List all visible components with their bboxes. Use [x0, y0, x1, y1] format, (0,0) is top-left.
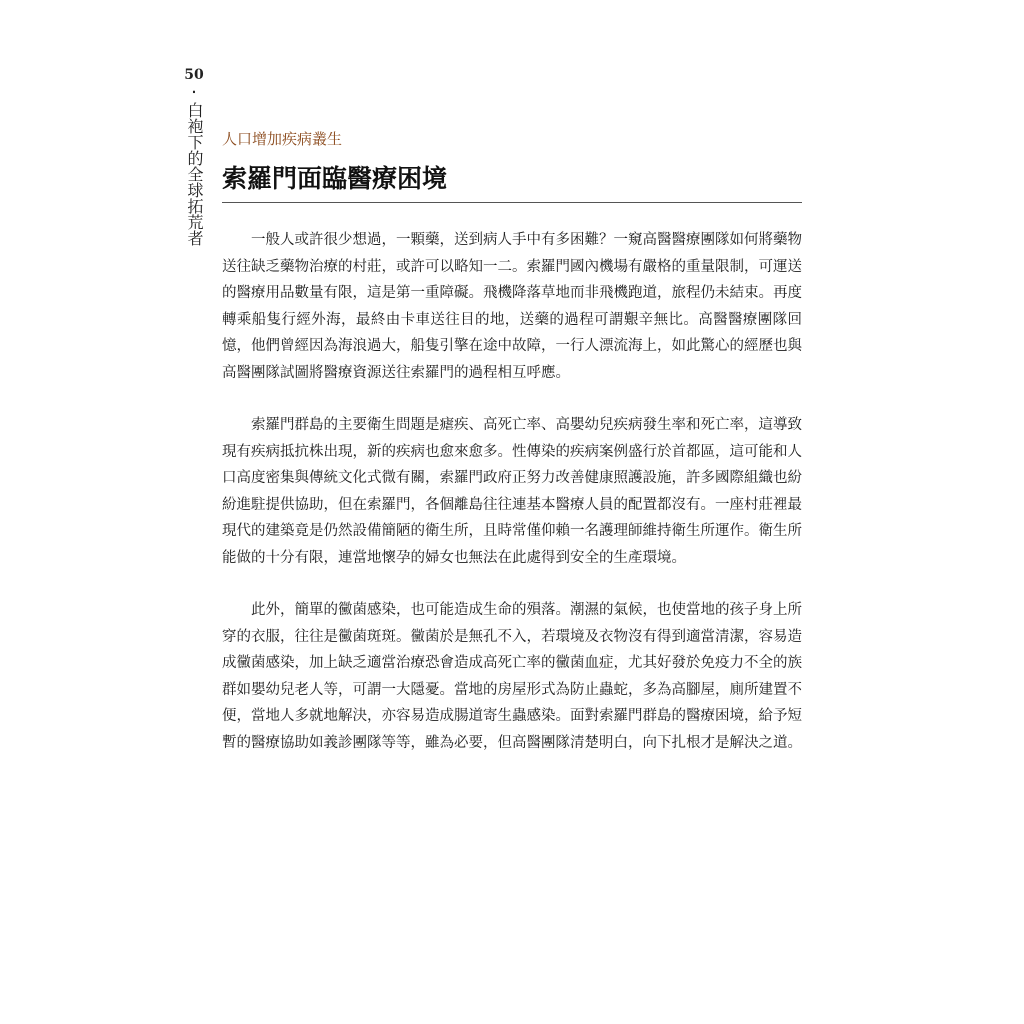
article-subtitle: 人口增加疾病叢生 — [222, 130, 343, 148]
article-body — [222, 227, 802, 756]
article-title: 索羅門面臨醫療困境 — [222, 162, 802, 203]
paragraph: 一般人或許很少想過，一顆藥，送到病人手中有多困難？一窺高醫醫療團隊如何將藥物送往缺乏藥物治療的村莊，或許可以略知一二。索羅門國內機場有嚴格的重量限制，可運送的醫療用品數量有限，這是第一重障礙。飛機降落草地而非飛機跑道，旅程仍未結束。再度轉乘船隻行經外海，最終由卡車送往目的地，送藥的過程可謂艱辛無比。高醫醫療團隊回憶，他們曾經因為海浪過大，船隻引擎在途中故障，一行人漂流海上，如此驚心的經歷也與高醫團隊試圖將醫療資源送往索羅門的過程相互呼應。 — [222, 232, 802, 381]
paragraph: 索羅門群島的主要衛生問題是瘧疾、高死亡率、高嬰幼兒疾病發生率和死亡率，這導致現有疾病抵抗株出現，新的疾病也愈來愈多。性傳染的疾病案例盛行於首都區，這可能和人口高度密集與傳統文化式微有關，索羅門政府正努力改善健康照護設施，許多國際組織也紛紛進駐提供協助，但在索羅門，各個離島往往連基本醫療人員的配置都沒有。一座村莊裡最現代的建築竟是仍然設備簡陋的衛生所，且時常僅仰賴一名護理師維持衛生所運作。衛生所能做的十分有限，連當地懷孕的婦女也無法在此處得到安全的生產環境。 — [222, 417, 802, 566]
page-number: 50 — [184, 67, 204, 83]
paragraph: 此外，簡單的黴菌感染，也可能造成生命的殞落。潮濕的氣候，也使當地的孩子身上所穿的衣服，往往是黴菌斑斑。黴菌於是無孔不入，若環境及衣物沒有得到適當清潔，容易造成黴菌感染，加上缺乏適當治療恐會造成高死亡率的黴菌血症，尤其好發於免疫力不全的族群如嬰幼兒老人等，可謂一大隱憂。當地的房屋形式為防止蟲蛇，多為高腳屋，廁所建置不便，當地人多就地解決，亦容易造成腸道寄生蟲感染。面對索羅門群島的醫療困境，給予短暫的醫療協助如義診團隊等等，雖為必要，但高醫團隊清楚明白，向下扎根才是解決之道。 — [222, 602, 802, 751]
book-title: 白袍下的全球拓荒者 — [185, 102, 204, 246]
article — [222, 128, 802, 782]
running-head-separator: ‧ — [191, 85, 197, 101]
running-head — [183, 66, 205, 246]
